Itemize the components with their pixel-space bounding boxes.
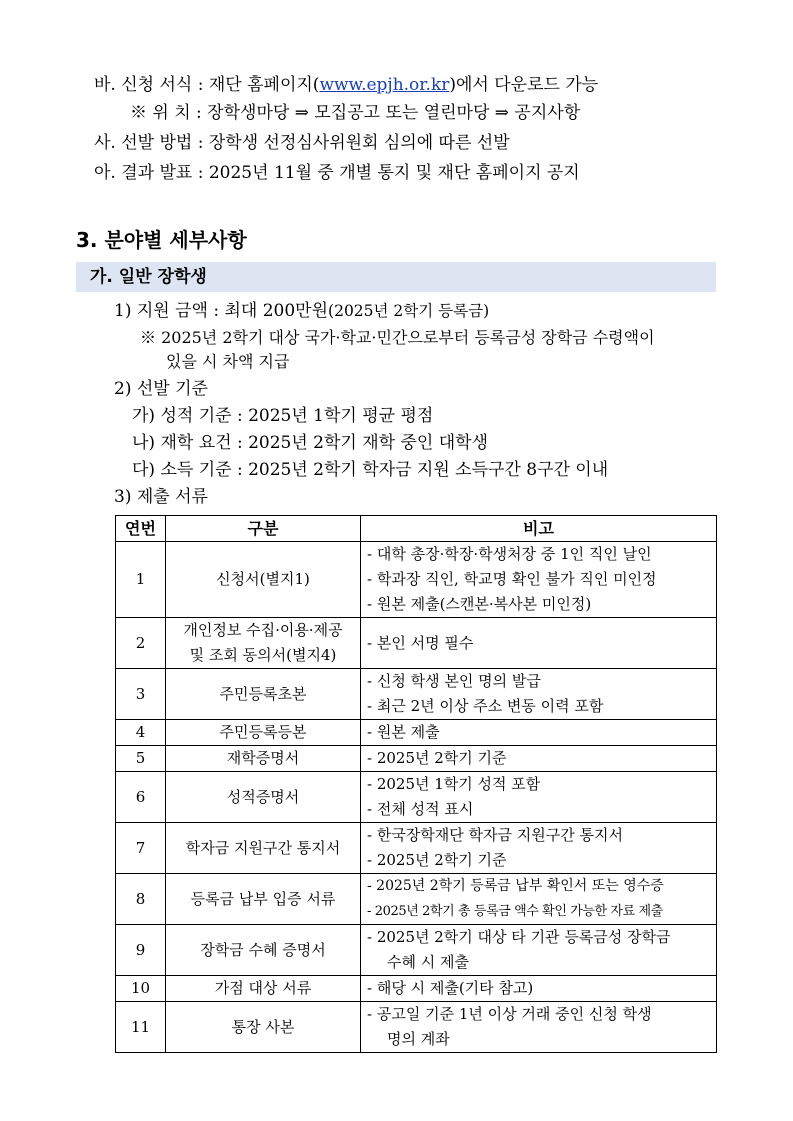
row-number: 7 <box>116 823 166 874</box>
header-number: 연번 <box>116 516 166 542</box>
remark-line: 명의 계좌 <box>387 1030 450 1048</box>
row-remarks <box>361 669 717 720</box>
remark-line: - 전체 성적 표시 <box>367 800 474 818</box>
row-category: 장학금 수혜 증명서 <box>166 925 361 976</box>
amount-note-2: 있을 시 차액 지급 <box>166 352 290 371</box>
row-category: 신청서(별지1) <box>166 542 361 618</box>
section-title: 3. 분야별 세부사항 <box>76 228 247 252</box>
row-number: 1 <box>116 542 166 618</box>
row-remarks <box>361 772 717 823</box>
criteria-heading: 2) 선발 기준 <box>114 379 208 399</box>
documents-table <box>115 515 717 1053</box>
remark-line: - 원본 제출 <box>367 723 440 741</box>
remark-line: - 본인 서명 필수 <box>367 633 474 652</box>
row-remarks <box>361 874 717 925</box>
row-number: 3 <box>116 669 166 720</box>
location-note: ※ 위 치 : 장학생마당 ⇒ 모집공고 또는 열린마당 ⇒ 공지사항 <box>130 103 581 123</box>
row-remarks <box>361 925 717 976</box>
amount-line <box>114 299 489 323</box>
table-header-row <box>116 516 717 542</box>
row-remarks <box>361 1002 717 1053</box>
remark-line: - 원본 제출(스캔본·복사본 미인정) <box>367 595 592 613</box>
remark-line: - 2025년 1학기 성적 포함 <box>367 775 541 793</box>
table-row <box>116 874 717 925</box>
row-number: 11 <box>116 1002 166 1053</box>
row-remarks <box>361 746 717 772</box>
amount-main: 1) 지원 금액 : 최대 200만원 <box>114 301 329 321</box>
remark-line: - 2025년 2학기 대상 타 기관 등록금성 장학금 <box>367 928 671 946</box>
table-row <box>116 1002 717 1053</box>
table-row <box>116 618 717 669</box>
row-category: 주민등록등본 <box>166 720 361 746</box>
foundation-homepage-link[interactable]: www.epjh.or.kr <box>319 75 450 95</box>
row-category: 등록금 납부 입증 서류 <box>166 874 361 925</box>
category-line: 개인정보 수집·이용·제공 <box>183 621 343 639</box>
row-number: 5 <box>116 746 166 772</box>
table-row <box>116 669 717 720</box>
row-remarks <box>361 823 717 874</box>
row-number: 2 <box>116 618 166 669</box>
remark-line: - 대학 총장·학장·학생처장 중 1인 직인 날인 <box>367 545 652 563</box>
table-row <box>116 925 717 976</box>
remark-line: - 학과장 직인, 학교명 확인 불가 직인 미인정 <box>367 570 657 588</box>
row-remarks <box>361 618 717 669</box>
criteria-income: 다) 소득 기준 : 2025년 2학기 학자금 지원 소득구간 8구간 이내 <box>132 460 609 480</box>
row-category: 가점 대상 서류 <box>166 976 361 1002</box>
selection-method-line: 사. 선발 방법 : 장학생 선정심사위원회 심의에 따른 선발 <box>94 133 510 153</box>
subsection-band <box>76 262 716 292</box>
row-remarks <box>361 720 717 746</box>
row-category: 주민등록초본 <box>166 669 361 720</box>
remark-line: - 해당 시 제출(기타 참고) <box>367 979 534 997</box>
row-category: 재학증명서 <box>166 746 361 772</box>
table-row <box>116 720 717 746</box>
header-remarks: 비고 <box>361 516 717 542</box>
criteria-grade: 가) 성적 기준 : 2025년 1학기 평균 평점 <box>132 406 434 426</box>
row-category: 학자금 지원구간 통지서 <box>166 823 361 874</box>
remark-line: - 2025년 2학기 기준 <box>367 851 507 869</box>
remark-line: - 공고일 기준 1년 이상 거래 중인 신청 학생 <box>367 1005 652 1023</box>
table-row <box>116 746 717 772</box>
row-number: 4 <box>116 720 166 746</box>
table-row <box>116 976 717 1002</box>
result-announcement-line: 아. 결과 발표 : 2025년 11월 중 개별 통지 및 재단 홈페이지 공지 <box>94 163 580 183</box>
row-remarks <box>361 976 717 1002</box>
remark-line: - 한국장학재단 학자금 지원구간 통지서 <box>367 826 623 844</box>
application-form-line <box>94 73 598 97</box>
header-category: 구분 <box>166 516 361 542</box>
remark-line: - 2025년 2학기 등록금 납부 확인서 또는 영수증 <box>367 878 664 894</box>
category-line: 및 조회 동의서(별지4) <box>189 646 337 664</box>
row-remarks <box>361 542 717 618</box>
remark-line: - 2025년 2학기 기준 <box>367 749 507 767</box>
documents-heading: 3) 제출 서류 <box>114 487 208 507</box>
remark-line: - 신청 학생 본인 명의 발급 <box>367 672 541 690</box>
table-row <box>116 823 717 874</box>
row-category <box>166 618 361 669</box>
amount-paren: (2025년 2학기 등록금) <box>328 302 490 320</box>
application-form-text: 바. 신청 서식 : 재단 홈페이지( <box>94 75 320 95</box>
application-form-text-suffix: )에서 다운로드 가능 <box>449 75 599 95</box>
row-number: 9 <box>116 925 166 976</box>
remark-line: 수혜 시 제출 <box>387 953 469 971</box>
subsection-title: 가. 일반 장학생 <box>90 267 207 287</box>
remark-line: - 2025년 2학기 총 등록금 액수 확인 가능한 자료 제출 <box>367 904 663 919</box>
criteria-enrollment: 나) 재학 요건 : 2025년 2학기 재학 중인 대학생 <box>132 433 488 453</box>
table-row <box>116 772 717 823</box>
row-number: 6 <box>116 772 166 823</box>
row-category: 통장 사본 <box>166 1002 361 1053</box>
row-number: 8 <box>116 874 166 925</box>
amount-note-1: ※ 2025년 2학기 대상 국가·학교·민간으로부터 등록금성 장학금 수령액이 <box>140 328 655 347</box>
table-row <box>116 542 717 618</box>
row-number: 10 <box>116 976 166 1002</box>
remark-line: - 최근 2년 이상 주소 변동 이력 포함 <box>367 697 604 715</box>
row-category: 성적증명서 <box>166 772 361 823</box>
